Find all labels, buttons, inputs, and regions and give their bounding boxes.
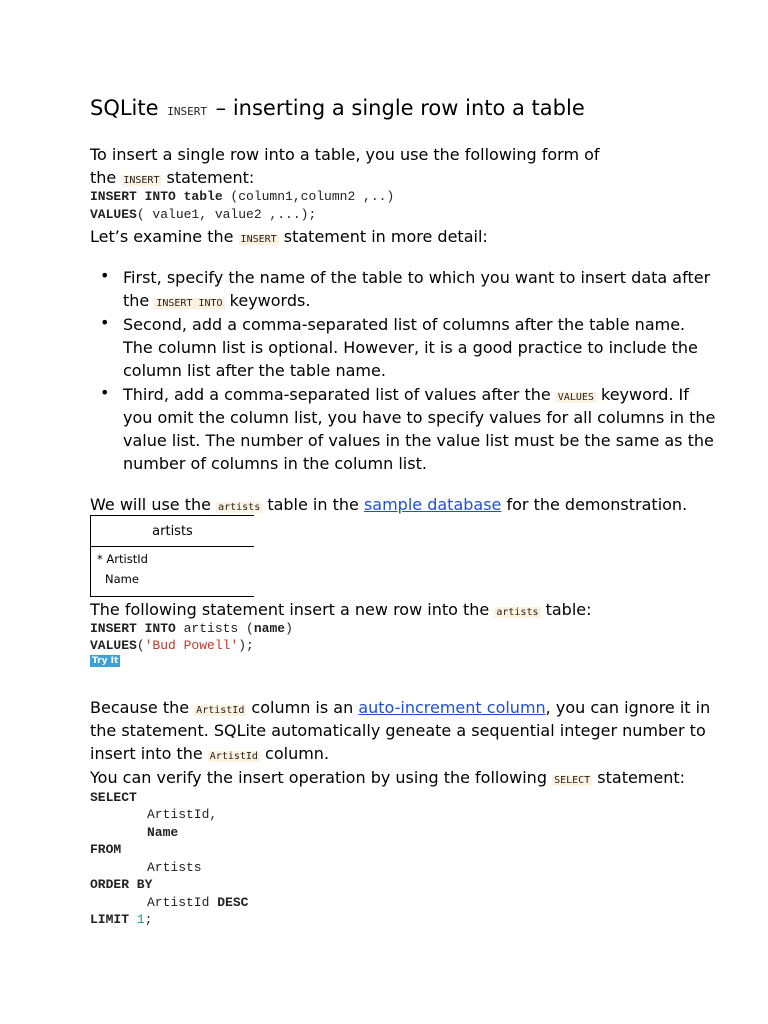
use-line: We will use the artists table in the sample database for the demonstration. <box>90 495 688 514</box>
intro-line-2: the INSERT statement: <box>90 168 255 187</box>
select-code-line-8: LIMIT 1; <box>90 912 153 927</box>
inline-code: INSERT INTO <box>156 298 223 309</box>
select-code-line-6: ORDER BY <box>90 877 153 892</box>
select-code-line-7: ArtistId DESC <box>147 895 249 910</box>
select-code-line-2: ArtistId, <box>147 807 218 822</box>
bullet-icon: • <box>100 313 110 332</box>
select-code-line-3: Name <box>147 825 179 840</box>
inline-code: ArtistId <box>196 705 245 716</box>
bullet-3-line-4: number of columns in the column list. <box>123 454 427 473</box>
bullet-3-line-2: you omit the column list, you have to specify values for all columns in the <box>123 408 716 427</box>
artists-table-row-artistid: * ArtistId <box>97 552 148 566</box>
because-line-2: the statement. SQLite automatically geneate a sequential integer number to <box>90 721 706 740</box>
verify-line: You can verify the insert operation by using the following SELECT statement: <box>90 768 686 787</box>
inline-code: artists <box>218 502 261 513</box>
select-code-line-4: FROM <box>90 842 122 857</box>
insert-code-line-2: VALUES('Bud Powell'); <box>90 638 254 653</box>
bullet-2-line-1: Second, add a comma-separated list of columns after the table name. <box>123 315 686 334</box>
bullet-3-line-1: Third, add a comma-separated list of values after the VALUES keyword. If <box>123 385 689 404</box>
inline-code: INSERT <box>167 105 207 118</box>
try-it-button[interactable]: Try It <box>92 656 119 666</box>
inline-code: ArtistId <box>209 751 258 762</box>
bullet-icon: • <box>100 266 110 285</box>
auto-increment-link[interactable]: auto-increment column <box>358 698 546 717</box>
sample-database-link[interactable]: sample database <box>363 495 502 514</box>
artists-table-header: artists <box>91 516 254 547</box>
bullet-1-line-2: the INSERT INTO keywords. <box>123 291 311 310</box>
inline-code: INSERT <box>123 175 160 186</box>
artists-table-row-name: Name <box>105 572 139 586</box>
bullet-2-line-2: The column list is optional. However, it is a good practice to include the <box>123 338 698 357</box>
insert-code-line-1: INSERT INTO artists (name) <box>90 621 293 636</box>
syntax-code-line-1: INSERT INTO table (column1,column2 ,..) <box>90 189 395 204</box>
bullet-3-line-3: value list. The number of values in the value list must be the same as the <box>123 431 714 450</box>
examine-line: Let’s examine the INSERT statement in more detail: <box>90 227 488 246</box>
inline-code: SELECT <box>554 775 591 786</box>
select-code-line-1: SELECT <box>90 790 137 805</box>
because-line-3: insert into the ArtistId column. <box>90 744 330 763</box>
following-line: The following statement insert a new row into the artists table: <box>90 600 592 619</box>
inline-code: artists <box>496 607 539 618</box>
page-title: SQLite INSERT – inserting a single row into a table <box>90 96 585 120</box>
bullet-icon: • <box>100 383 110 402</box>
select-code-line-5: Artists <box>147 860 202 875</box>
inline-code: INSERT <box>240 234 277 245</box>
because-line-1: Because the ArtistId column is an auto-increment column, you can ignore it in <box>90 698 711 717</box>
intro-line-1: To insert a single row into a table, you use the following form of <box>90 145 600 164</box>
bullet-1-line-1: First, specify the name of the table to which you want to insert data after <box>123 268 711 287</box>
artists-table-diagram <box>90 515 254 597</box>
bullet-2-line-3: column list after the table name. <box>123 361 386 380</box>
inline-code: VALUES <box>557 392 594 403</box>
syntax-code-line-2: VALUES( value1, value2 ,...); <box>90 207 317 222</box>
